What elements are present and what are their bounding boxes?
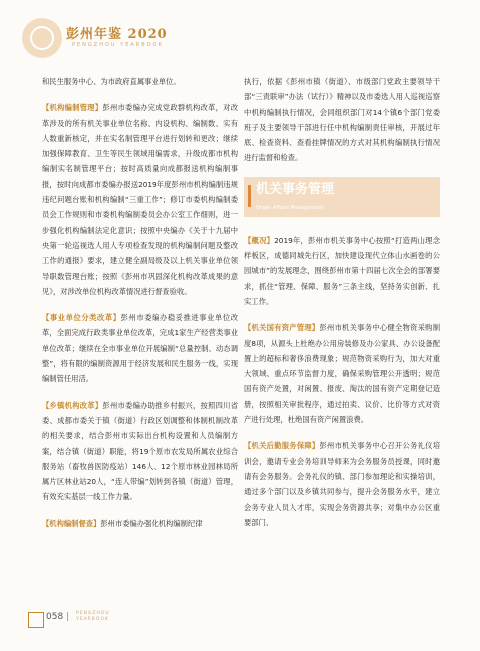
section-paragraph bbox=[244, 320, 440, 427]
section-text: 彭州市委编办助推乡村振兴，按照四川省委、成都市委关于镇（街道）行政区划调整和体制机制改革的相关要求，结合彭州市实际出台机构设置和人员编制方案，结合镇（街道）职能，将19个原市农发局所属农业综合服务站（畜牧兽医防疫站）146人、12个原市林业园林局所属片区林业站20人，“连人带编”划转到各镇（街道）管理，有效充实基层一线工作力量。 bbox=[42, 400, 239, 502]
banner-subtitle: Organ Affairs Management bbox=[256, 204, 324, 211]
yearbook-title: 彭州年鉴 2020 bbox=[66, 27, 168, 42]
left-intro-paragraph: 和民生服务中心、为市政府直属事业单位。 bbox=[42, 77, 181, 86]
section-text: 彭州市机关事务中心召开公务礼仪培训会，邀请专业会务培训导师来为会务服务员授课，同时邀请有会务服务。会务礼仪的镇、部门参加理论和实操培训，通过多个部门以及乡镇共同参与，提升会务服务水平，建立会务专业人员人才库，实现会务资源共享；对集中办公区重要部门、 bbox=[244, 441, 441, 527]
section-paragraph bbox=[42, 100, 238, 299]
section-text: 彭州市机关事务中心健全物资采购制度8项，从源头上杜绝办公用房装修及办公家具、办公设备配置上的超标和奢侈浪费现象；规范物资采购行为，加大对重大领域、重点环节监督力度，确保采购管理公开透明；规范国有资产处置，对闲置、报废、淘汰的国有资产定期登记造册，按照相关审批程序，通过拍卖、议价、比价等方式对资产进行处理，杜绝国有资产闲置浪费。 bbox=[244, 323, 441, 425]
section-banner bbox=[244, 177, 440, 217]
section-tag: 【概况】 bbox=[244, 235, 275, 245]
banner-accent-bar bbox=[248, 185, 251, 207]
section-text: 彭州市委编办完成党政群机构改革，对改革涉及的所有机关事业单位名称、内设机构、编制数、实有人数重新核定，并在实名制管理平台进行划转和更改；继续加强保障教育、卫生等民生领域用编需求，升级成都市机构编制实名制管理平台；按时高质量向成都报送机构编制事报，按时向成都市委编办报送2019年度彭州市机构编制违规违纪问题台账和机构编制“三重工作”；修订市委机构编制委员会工作规则和市委机构编制委员会办公室工作细则，进一步强化机构编制法定化意识；按照中央编办《关于十九届中央第一轮巡视选人用人专项检查发现的机构编制问题及整改工作的通报》要求，建立健全副局级及以上机关事业单位领导职数管理台账；按照《彭州市巩固深化机构改革成果的意见》，对涉改单位机构改革情况进行督查验收。 bbox=[42, 103, 239, 296]
left-column bbox=[42, 74, 238, 542]
section-text: 2019年，彭州市机关事务中心按照“打造两山理念样板区，成德同城先行区，加快建设现代立体山水画卷的公园城市”的发展理念，围绕彭州市第十四届七次全会的部署要求，抓住“管理、保障、服务”三条主线，坚持务实创新、扎实工作。 bbox=[244, 235, 440, 306]
section-text: 彭州市委编办稳妥推进事业单位改革，全面完成行政类事业单位改革，完成1家生产经营类事业单位改革；继续在全市事业单位开展编制“总量控制、动态调整”，将有限的编制资源用于经济发展和民生服务一线，实现编制管任用活。 bbox=[42, 313, 239, 384]
banner-title: 机关事务管理 bbox=[256, 181, 335, 197]
section-tag: 【乡镇机构改革】 bbox=[42, 400, 103, 410]
logo-emblem-icon bbox=[30, 26, 54, 50]
right-column bbox=[244, 74, 440, 541]
section-paragraph bbox=[42, 398, 238, 505]
page-footer bbox=[0, 604, 480, 644]
section-tag: 【机构编制督查】 bbox=[42, 518, 101, 528]
section-tag: 【机关后勤服务保障】 bbox=[244, 441, 320, 451]
page-header bbox=[0, 0, 480, 58]
section-paragraph bbox=[244, 233, 440, 309]
footer-separator: | bbox=[66, 612, 70, 622]
section-tag: 【机关国有资产管理】 bbox=[244, 323, 320, 333]
right-intro-paragraph: 执行，依据《彭州市镇（街道）、市级部门党政主要领导干部“三责联审”办法（试行）》精神以及市委选人用人巡视巡察中机构编制执行情况，会同组织部门对14个镇6个部门党委班子及主要领导干部进行任中机构编制责任审核，开展过年底、检查资料、查看挂牌情况的方式对其机构编制执行情况进行监督和检查。 bbox=[244, 77, 440, 163]
yearbook-subtitle: PENGZHOU YEARBOOK bbox=[72, 42, 164, 48]
section-tag: 【事业单位分类改革】 bbox=[42, 313, 121, 323]
footer-square-icon bbox=[28, 612, 44, 628]
section-paragraph bbox=[42, 516, 238, 531]
section-paragraph bbox=[244, 438, 440, 530]
section-text: 彭州市委编办强化机构编制纪律 bbox=[100, 518, 203, 528]
page-number: 058 bbox=[46, 612, 64, 622]
footer-yearbook-label: PENGZHOU YEARBOOK bbox=[76, 611, 110, 622]
section-tag: 【机构编制管理】 bbox=[42, 103, 103, 113]
section-paragraph bbox=[42, 310, 238, 386]
